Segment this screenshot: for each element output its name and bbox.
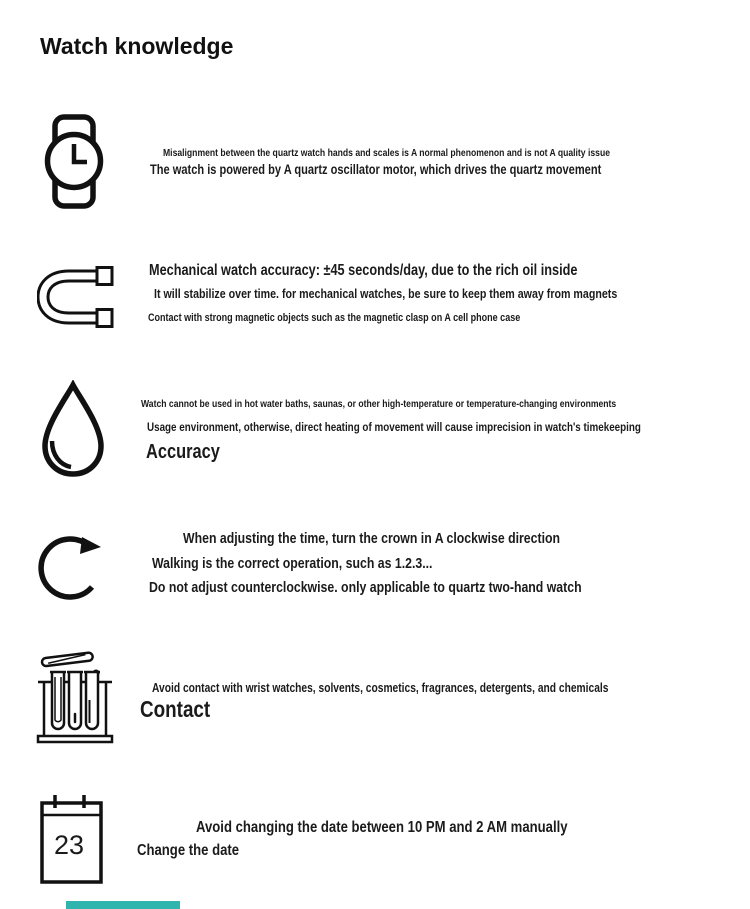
text-line: The watch is powered by A quartz oscillator motor, which drives the quartz movement	[150, 162, 602, 177]
text-line: Contact with strong magnetic objects such as the magnetic clasp on A cell phone case	[148, 312, 521, 324]
section-water	[0, 378, 750, 488]
page-title: Watch knowledge	[40, 33, 234, 59]
text-line: When adjusting the time, turn the crown in A clockwise direction	[183, 530, 561, 547]
text-line: Usage environment, otherwise, direct heating of movement will cause imprecision in watch's timekeeping	[147, 420, 641, 434]
section-chemicals	[0, 644, 750, 754]
section-rotation	[0, 518, 750, 628]
water-drop-icon	[40, 380, 106, 479]
text-line: Accuracy	[146, 441, 220, 463]
text-line: Walking is the correct operation, such as 1.2.3...	[152, 555, 433, 572]
section-calendar	[0, 792, 750, 902]
clockwise-arrow-icon	[38, 522, 108, 606]
text-line: Watch cannot be used in hot water baths, saunas, or other high-temperature or temperature-changing environments	[141, 398, 617, 410]
text-line: Change the date	[137, 842, 240, 859]
test-tubes-icon	[36, 646, 114, 746]
calendar-day-label: 23	[54, 830, 85, 860]
section-magnet	[0, 260, 750, 370]
section-watch	[0, 110, 750, 220]
text-line: Mechanical watch accuracy: ±45 seconds/day, due to the rich oil inside	[149, 262, 578, 279]
text-line: It will stabilize over time. for mechanical watches, be sure to keep them away from magnets	[154, 286, 618, 301]
text-line: Contact	[140, 696, 211, 722]
bottom-accent-bar	[66, 901, 180, 909]
text-line: Misalignment between the quartz watch hands and scales is A normal phenomenon and is not A quality issue	[163, 147, 611, 159]
text-line: Avoid changing the date between 10 PM and 2 AM manually	[196, 819, 568, 836]
calendar-icon	[40, 794, 103, 884]
text-line: Do not adjust counterclockwise. only applicable to quartz two-hand watch	[149, 579, 582, 596]
text-line: Avoid contact with wrist watches, solvents, cosmetics, fragrances, detergents, and chemicals	[152, 681, 609, 695]
magnet-icon	[37, 266, 115, 328]
watch-icon	[42, 113, 106, 210]
